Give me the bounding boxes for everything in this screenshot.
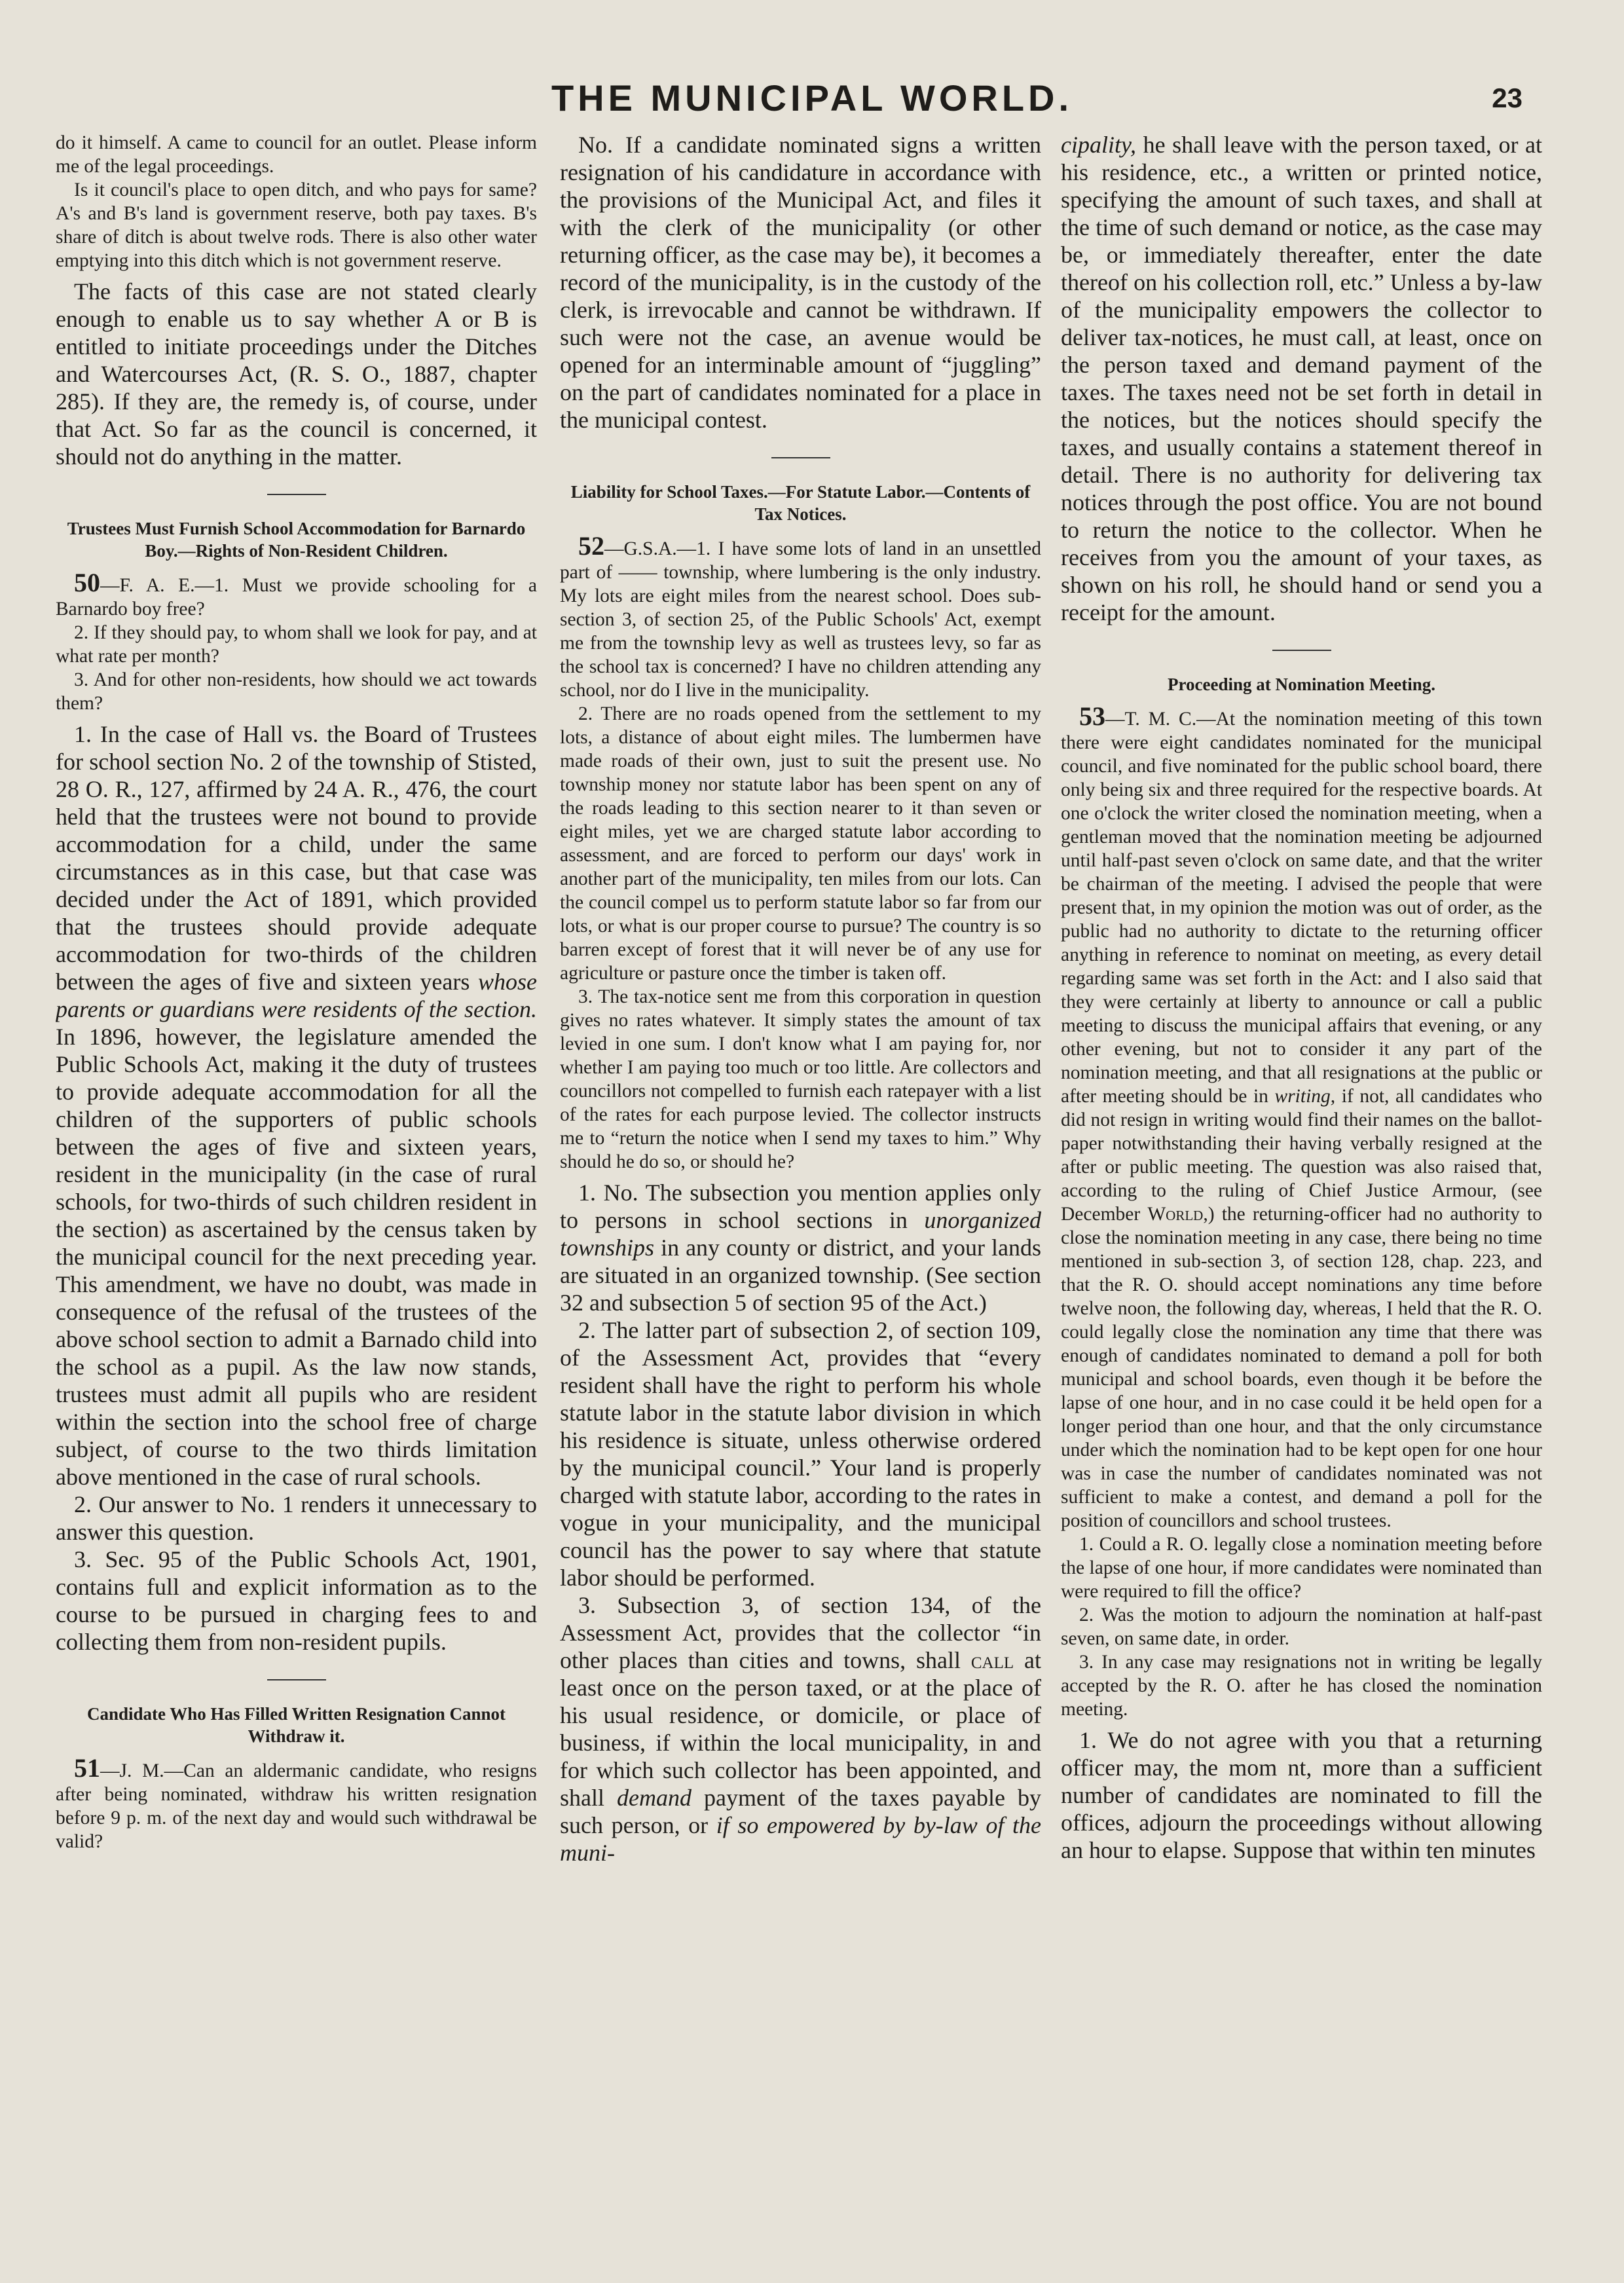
query-53-text-end: ) the returning-officer had no authority to close the nomination meeting in any case, there being no time mentioned in sub-section 3, of section 128, chap. 223, and that the R. O. should accept nominations any time before twelve noon, the following day, whereas, I held that the R. O. could legally close the nomination any time that there was enough of candidates nominated to demand a poll for both municipal and school boards, even though it be before the lapse of one hour, and in no case could it be held open for a longer period than one hour, and that the only circumstance under which the nomination had to be kept open for one hour was in case the number of candidates nominated was not sufficient to make a contest, and demand a poll for the position of councillors and school trustees. xyxy=(1061,1204,1542,1531)
query-53-part-2: 2. Was the motion to adjourn the nomination at half-past seven, on same date, in order. xyxy=(1061,1605,1542,1649)
answer-50-part-2: 2. Our answer to No. 1 renders it unnecessary to answer this question. xyxy=(56,1491,537,1545)
query-51-number: 51 xyxy=(74,1753,100,1783)
answer-52-part-1 xyxy=(560,1179,1041,1316)
query-50-number: 50 xyxy=(74,568,100,597)
answer-52-continued xyxy=(1061,131,1542,626)
column-left xyxy=(56,131,537,2246)
running-head xyxy=(0,72,1624,124)
query-51 xyxy=(56,1753,537,1853)
query-52-part-2: 2. There are no roads opened from the settlement to my lots, a distance of about eight miles. The lumbermen have made roads of their own, just to suit the present use. No township money nor statute labor has been spent on any of the roads leading to this section nearer to it than seven or eight miles, yet we are charged statute labor according to assessment, and are forced to perform our days' work in another part of the municipality, ten miles from our lots. Can the council compel us to perform statute labor so far from our lots, or what is our proper course to pursue? The country is so barren except of forest that it will never be of any use for agriculture or pasture once the timber is taken off. xyxy=(560,703,1041,984)
section-rule xyxy=(1272,650,1331,651)
section-rule xyxy=(267,1679,326,1680)
answer-52-cont-italic: cipality, xyxy=(1061,132,1136,158)
section-rule xyxy=(267,494,326,495)
answer-52-demand: demand xyxy=(617,1785,692,1811)
query-52-number: 52 xyxy=(578,531,604,561)
query-53-part-3: 3. In any case may resignations not in writing be legally accepted by the R. O. after he has closed the nomination meeting. xyxy=(1061,1652,1542,1720)
answer-52-cont-text: he shall leave with the person taxed, or at his residence, etc., a written or printed notice, specifying the amount of such taxes, and shall at the time of such demand or notice, as the case may be, or immediately thereafter, enter the date thereof on his collection roll, etc.” Unless a by-law of the municipality empowers the collector to deliver tax-notices, he must call, at least, once on the person taxed and demand payment of the taxes. The taxes need not be set forth in detail in the notices, but the notices should specify the taxes, and usually contains a statement thereof in detail. There is no authority for delivering tax notices through the post office. You are not bound to return the notice to the collector. When he receives from you the amount of your taxes, as shown on his roll, he should hand or send you a receipt for the amount. xyxy=(1061,132,1542,625)
heading-52: Liability for School Taxes.—For Statute Labor.—Contents of Tax Notices. xyxy=(570,482,1031,524)
query-53-text: —T. M. C.—At the nomination meeting of this town there were eight candidates nominated for the municipal council, and five nominated for the public school board, there only being six and three required for the respective boards. At one o'clock the writer closed the nomination meeting, when a gentleman moved that the nomination meeting be adjourned until half-past seven o'clock on same date, and that the writer be chairman of the meeting. I advised the people that were present that, in my opinion the motion was out of order, as the public had no authority to dictate to the returning officer anything in reference to nominat on meeting, as every detail regarding same was set forth in the Act: and I also said that they were certainly at liberty to announce or call a public meeting to discuss the municipal affairs that evening, or any other evening, but not to consider it any part of the nomination meeting, and that all resignations at the public or after meeting should be in xyxy=(1061,709,1542,1107)
heading-51: Candidate Who Has Filled Written Resignation Cannot Withdraw it. xyxy=(86,1704,506,1746)
query-50-part-2: 2. If they should pay, to whom shall we look for pay, and at what rate per month? xyxy=(56,622,537,667)
query-50-part-3: 3. And for other non-residents, how should we act towards them? xyxy=(56,669,537,714)
column-right xyxy=(1061,131,1542,2246)
answer-50-italic: whose parents or guardians were residents of the section. xyxy=(56,969,537,1022)
answer-52-call: call xyxy=(970,1647,1014,1673)
column-middle xyxy=(560,131,1041,2246)
answer-50-part-1-text: 1. In the case of Hall vs. the Board of Trustees for school section No. 2 of the township of Stisted, 28 O. R., 127, affirmed by 24 A. R., 476, the court held that the trustees were not bound to provide accommodation for a child, under the same circumstances as in this case, but that case was decided under the Act of 1891, which provided that the trustees should provide adequate accommodation for two-thirds of the children between the ages of five and sixteen years xyxy=(56,721,537,995)
answer-50-part-1-cont: In 1896, however, the legislature amended the Public Schools Act, making it the duty of trustees to provide adequate accommodation for all the children of the supporters of public schools between the ages of five and sixteen years, resident in the municipality (in the case of rural schools, for two-thirds of such children resident in the section) as ascertained by the census taken by the municipal council for the next preceding year. This amendment, we have no doubt, was made in consequence of the refusal of the trustees of the above school section to admit a Barnado child into the school as a pupil. As the law now stands, trustees must admit all pupils who are resident within the section into the school free of charge subject, of course to the two thirds limitation above mentioned in the case of rural schools. xyxy=(56,1024,537,1490)
query-52 xyxy=(560,531,1041,702)
heading-53: Proceeding at Nomination Meeting. xyxy=(1168,675,1435,694)
answer-52-part-1-text: 1. No. The subsection you mention applies only to persons in school sections in xyxy=(560,1179,1041,1233)
query-53 xyxy=(1061,701,1542,1532)
query-53-part-1: 1. Could a R. O. legally close a nomination meeting before the lapse of one hour, if more candidates were nominated than were required to fill the office? xyxy=(1061,1534,1542,1602)
answer-51: No. If a candidate nominated signs a written resignation of his candidature in accordance with the provisions of the Municipal Act, and files it with the clerk of the municipality (or other returning officer, as the case may be), it becomes a record of the municipality, is in the custody of the clerk, is irrevocable and cannot be withdrawn. If such were not the case, an avenue would be opened for an interminable amount of “juggling” on the part of candidates nominated for a place in the municipal contest. xyxy=(560,132,1041,433)
answer-50-part-3: 3. Sec. 95 of the Public Schools Act, 1901, contains full and explicit information as to the course to be pursued in charging fees to and collecting them from non-resident pupils. xyxy=(56,1546,537,1655)
answer-52-part-3-cont: at least once on the person taxed, or at the place of his usual residence, or domicile, or place of business, if within the local municipality, in and for which such collector has been appointed, and shall xyxy=(560,1647,1041,1811)
query-52-part-3: 3. The tax-notice sent me from this corporation in question gives no rates whatever. It simply states the amount of tax levied in one sum. I don't know what I am paying for, nor whether I am paying too much or too little. Are collectors and councillors not compelled to furnish each ratepayer with a list of the rates for each purpose levied. The collector instructs me to “return the notice when I send my taxes to him.” Why should he do so, or should he? xyxy=(560,986,1041,1172)
query-50-text: —F. A. E.—1. Must we provide schooling for a Barnardo boy free? xyxy=(56,575,537,620)
section-rule xyxy=(771,457,830,458)
answer-52-part-3 xyxy=(560,1591,1041,1866)
query-53-number: 53 xyxy=(1079,701,1105,731)
answer-50-part-1 xyxy=(56,720,537,1491)
query-51-text: —J. M.—Can an aldermanic candidate, who resigns after being nominated, withdraw his written resignation before 9 p. m. of the next day and would such withdrawal be valid? xyxy=(56,1760,537,1852)
answer-52-part-2: 2. The latter part of subsection 2, of section 109, of the Assessment Act, provides that “every resident shall have the right to perform his whole statute labor in the statute labor division in which his residence is situate, unless otherwise ordered by the municipal council.” Your land is properly charged with statute labor, according to the rates in vogue in your municipality, and the municipal council has the power to say where that statute labor should be performed. xyxy=(560,1317,1041,1591)
page-number: 23 xyxy=(1492,83,1522,113)
answer-52-part-1-cont: in any county or district, and your lands are situated in an organized township. (See section 32 and subsection 5 of section 95 of the Act.) xyxy=(560,1234,1041,1316)
query-53-text-cont: if not, all candidates who did not resign in writing would find their names on the ballot-paper notwithstanding their having verbally resigned at the after or public meeting. The question was also raised that, according to the ruling of Chief Justice Armour, (see December xyxy=(1061,1086,1542,1225)
query-49-paragraph: Is it council's place to open ditch, and who pays for same? A's and B's land is government reserve, both pay taxes. B's share of ditch is about twelve rods. There is also other water emptying into this ditch which is not government reserve. xyxy=(56,179,537,271)
answer-49: The facts of this case are not stated clearly enough to enable us to say whether A or B is entitled to initiate proceedings under the Ditches and Watercourses Act, (R. S. O., 1887, chapter 285). If they are, the remedy is, of course, under that Act. So far as the council is concerned, it should not do anything in the matter. xyxy=(56,278,537,470)
answer-52-italic-end: if so empowered by by-law of the muni- xyxy=(560,1812,1041,1866)
query-49-text: do it himself. A came to council for an outlet. Please inform me of the legal proceedings. xyxy=(56,132,537,177)
query-50 xyxy=(56,568,537,621)
masthead-title: THE MUNICIPAL WORLD. xyxy=(551,77,1073,119)
answer-53-part-1: 1. We do not agree with you that a returning officer may, the mom nt, more than a sufficient number of candidates are nominated to fill the offices, adjourn the proceedings without allowing an hour to elapse. Suppose that within ten minutes xyxy=(1061,1727,1542,1863)
query-52-text: —G.S.A.—1. I have some lots of land in an unsettled part of —— township, where lumbering is the only industry. My lots are eight miles from the nearest school. Does sub-section 3, of section 25, of the Public Schools' Act, exempt me from the township levy as well as trustees levy, so far as the school tax is concerned? I have no children attending any school, nor do I live in the municipality. xyxy=(560,538,1041,701)
heading-50: Trustees Must Furnish School Accommodation for Barnardo Boy.—Rights of Non-Resident Children. xyxy=(67,519,526,561)
answer-52-part-3-text: 3. Subsection 3, of section 134, of the Assessment Act, provides that the collector “in other places than cities and towns, shall xyxy=(560,1592,1041,1673)
answer-52-part-3-cont2: payment of the taxes payable by such person, or xyxy=(560,1785,1041,1838)
query-53-italic: writing, xyxy=(1274,1086,1336,1107)
query-53-world: World, xyxy=(1147,1204,1208,1225)
answer-52-italic: unorganized townships xyxy=(560,1207,1041,1261)
